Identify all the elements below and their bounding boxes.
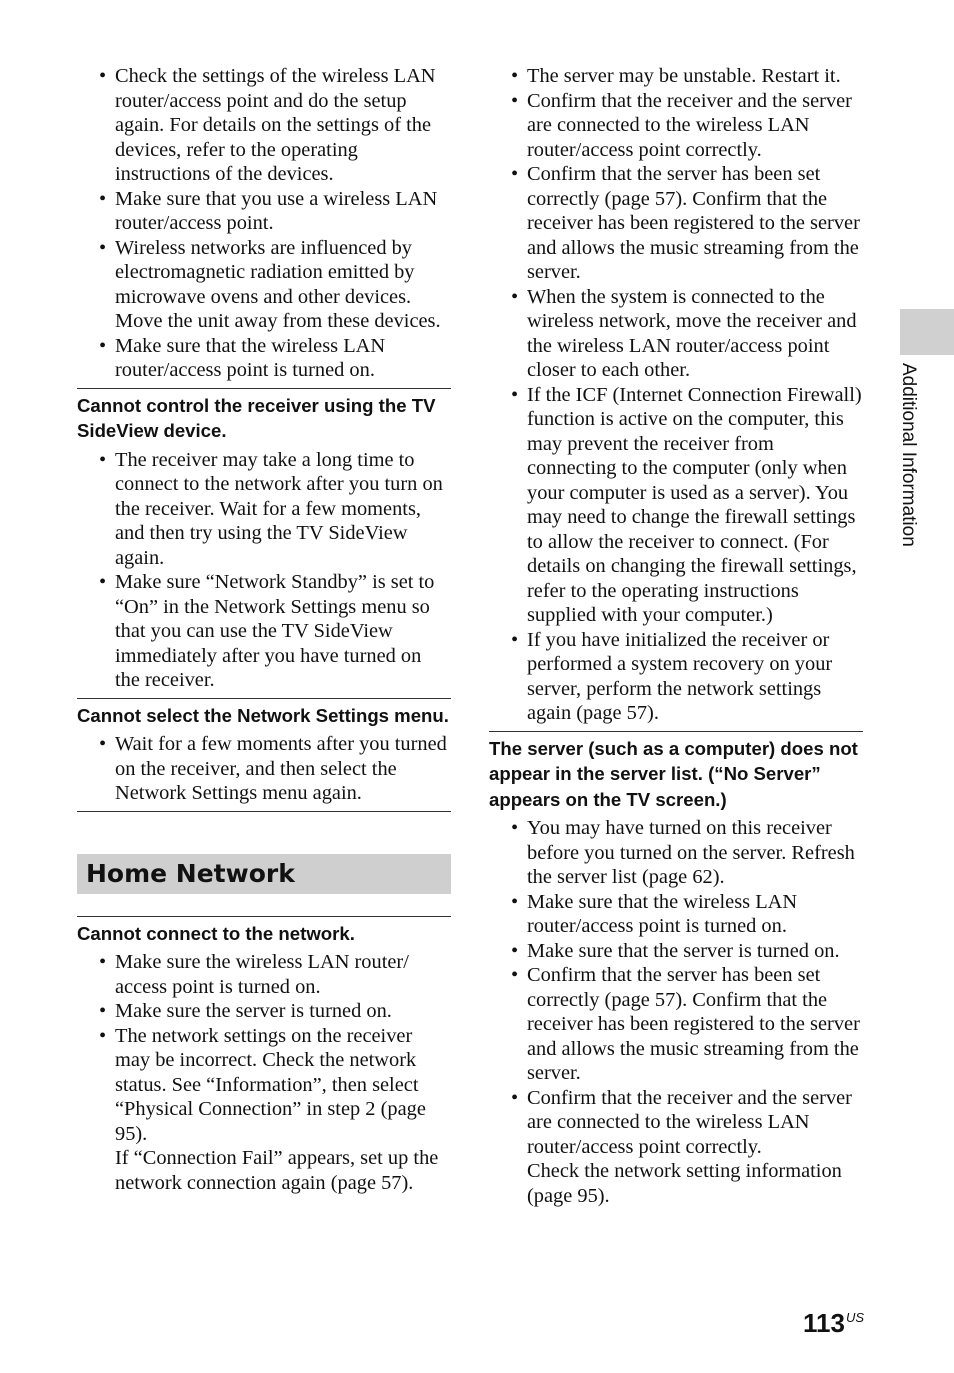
intro-bullet-list [77,64,451,383]
divider [77,698,451,699]
page-number-value: 113 [803,1308,845,1338]
section-heading: Cannot connect to the network. [77,922,355,944]
section-heading: Cannot select the Network Settings menu. [77,704,449,726]
list-item: • If you have initialized the receiver or performed a system recovery on your server, perform the network settings again (page 57). [511,628,833,724]
list-item: • Confirm that the receiver and the server are connected to the wireless LAN router/access point correctly. [511,89,852,161]
section-tab [900,309,954,355]
list-item: • You may have turned on this receiver before you turned on the server. Refresh the server list (page 62). [511,817,855,888]
section-heading: The server (such as a computer) does not appear in the server list. (“No Server” appears on the TV screen.) [489,737,858,810]
list-item: • The network settings on the receiver may be incorrect. Check the network status. See “Information”, then select “Physical Connection” in step 2 (page 95). If “Connection Fail” appears, set up the network connection again (page 57). [99,1024,439,1194]
list-item: • Wireless networks are influenced by electromagnetic radiation emitted by microwave ovens and other devices. Move the unit away from these devices. [99,236,441,332]
page-number [803,1308,864,1339]
list-item: • If the ICF (Internet Connection Firewall) function is active on the computer, this may prevent the receiver from connecting to the computer (only when your computer is used as a server). You may need to change the firewall settings to allow the receiver to connect. (For details on changing the firewall settings, refer to the operating instructions supplied with your computer.) [511,383,862,626]
list-item: • The receiver may take a long time to connect to the network after you turn on the receiver. Wait for a few moments, and then try using the TV SideView again. [99,448,443,569]
right-column [489,64,863,1208]
list-item: • Make sure that the server is turned on. [511,939,840,962]
sideview-bullet-list [77,448,451,693]
server-bullet-list [489,816,863,1208]
divider [489,731,863,732]
section-heading: Cannot control the receiver using the TV SideView device. [77,394,436,441]
divider [77,388,451,389]
left-column [77,64,451,1195]
section-title-bar: Home Network [77,854,451,894]
list-item: • Confirm that the server has been set correctly (page 57). Confirm that the receiver has been registered to the server and allows the music streaming from the server. [511,163,860,283]
list-item: • When the system is connected to the wireless network, move the receiver and the wireless LAN router/access point closer to each other. [511,285,857,381]
divider [77,811,451,812]
connect-bullet-list [77,950,451,1195]
list-item: • Wait for a few moments after you turned on the receiver, and then select the Network Settings menu again. [99,733,447,804]
divider [77,916,451,917]
list-item: • Make sure that you use a wireless LAN router/access point. [99,187,438,234]
side-section-label: Additional Information [898,363,919,547]
continued-bullet-list [489,64,863,726]
list-item: • Make sure the server is turned on. [99,1000,392,1022]
list-item: • Make sure “Network Standby” is set to “On” in the Network Settings menu so that you can use the TV SideView immediately after you have turned on the receiver. [99,571,435,691]
netsettings-bullet-list [77,732,451,806]
list-item: • Confirm that the server has been set correctly (page 57). Confirm that the receiver has been registered to the server and allows the music streaming from the server. [511,964,860,1084]
list-item: • The server may be unstable. Restart it. [511,65,841,87]
list-item: • Check the settings of the wireless LAN router/access point and do the setup again. For details on the settings of the devices, refer to the operating instructions of the devices. [99,65,436,185]
page-number-suffix: US [845,1310,865,1325]
list-item: • Make sure that the wireless LAN router/access point is turned on. [99,334,386,381]
list-item: • Confirm that the receiver and the server are connected to the wireless LAN router/access point correctly. Check the network setting information (page 95). [511,1086,852,1207]
list-item: • Make sure that the wireless LAN router/access point is turned on. [511,890,798,937]
list-item: • Make sure the wireless LAN router/ access point is turned on. [99,951,409,998]
